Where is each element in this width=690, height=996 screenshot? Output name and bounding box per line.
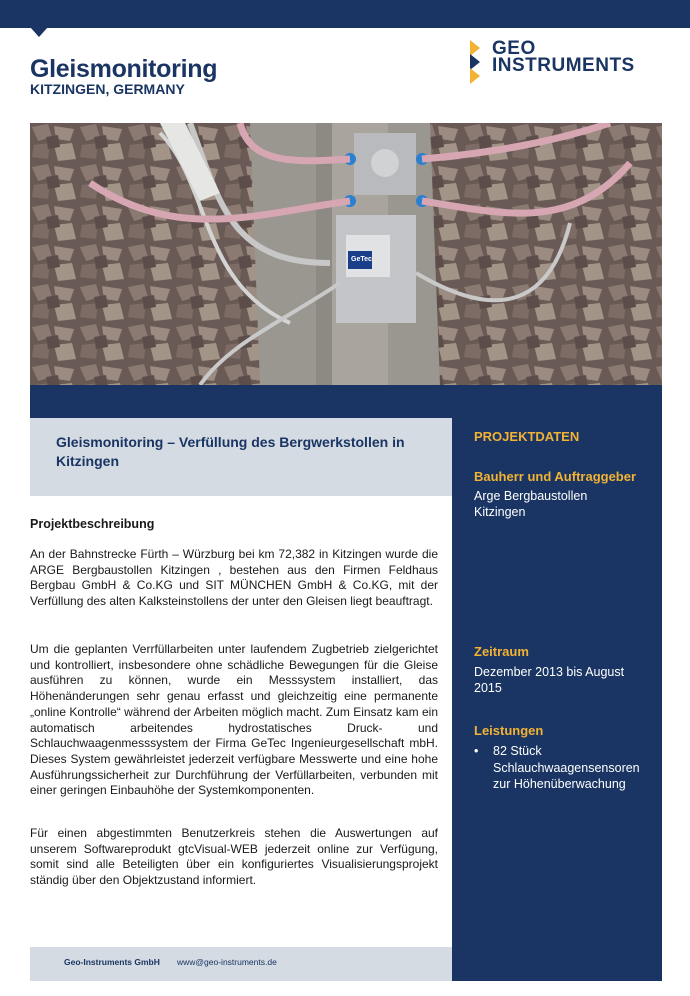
sensor-label: GeTec [351,256,372,263]
description-paragraph-3: Für einen abgestimmten Benutzerkreis stehen die Auswertungen auf unserem Softwareprodukt gtcVisual-WEB jederzeit online zur Verfügung, somit sind alle Beteiligten über ein konfiguriertes Visualisierungsprojekt ständig über den Objektzustand informiert. [30,826,438,888]
services-heading: Leistungen [474,723,544,738]
track-sensor-photo [30,123,662,385]
logo-mark-icon [468,40,488,84]
top-bar [0,0,690,28]
description-paragraph-2: Um die geplanten Verrfüllarbeiten unter laufendem Zugbetrieb zielgerichtet und kontrolliert, insbesondere ohne schädliche Bewegungen für die Gleise ausführen zu können, wurde ein Messsystem installiert, das Höhenänderungen sehr genau erfasst und gleichzeitig eine permanente „online Kontrolle“ während der Arbeiten möglich macht. Zum Einsatz kam ein automatisch arbeitendes hydrostatisches Druck- und Schlauchwaagenmesssystem der Firma GeTec Ingenieurgesellschaft mbH. Dieses System gewährleistet jederzeit verfügbare Messwerte und eine hohe Ausführungssicherheit zur Durchführung der Verfüllarbeiten, verbunden mit einer geringen Einbauhöhe der Systemkomponenten. [30,642,438,798]
top-bar-notch [30,27,48,37]
footer-company: Geo-Instruments GmbH [64,957,160,967]
sidebar-heading: PROJEKTDATEN [474,429,580,444]
period-line-1: Dezember 2013 bis August [474,665,625,679]
services-item: 82 Stück Schlauchwaagensensoren zur Höhenüberwachung [493,744,640,791]
period-heading: Zeitraum [474,644,529,659]
logo-text-geo: GEO [492,38,536,59]
client-line-2: Kitzingen [474,505,526,519]
description-paragraph-1: An der Bahnstrecke Fürth – Würzburg bei km 72,382 in Kitzingen wurde die ARGE Bergbaustollen Kitzingen , bestehen aus den Firmen Feldhaus Bergbau GmbH & Co.KG und SIT MÜNCHEN GmbH & Co.KG, mit der Verfüllung des alten Kalksteinstollens der unter den Gleisen liegt beauftragt. [30,547,438,609]
page-title: Gleismonitoring [30,55,218,83]
client-line-1: Arge Bergbaustollen [474,489,588,503]
period-line-2: 2015 [474,681,502,695]
project-title: Gleismonitoring – Verfüllung des Bergwerkstollen in Kitzingen [56,434,405,469]
logo-text-instruments: INSTRUMENTS [492,55,635,76]
geo-instruments-logo [466,40,666,88]
services-bullet: • [474,744,479,758]
project-photo [30,123,662,385]
footer-website: www@geo-instruments.de [177,957,277,967]
client-heading: Bauherr und Auftraggeber [474,469,637,484]
description-heading: Projektbeschreibung [30,517,155,531]
page-subtitle: KITZINGEN, GERMANY [30,81,185,97]
